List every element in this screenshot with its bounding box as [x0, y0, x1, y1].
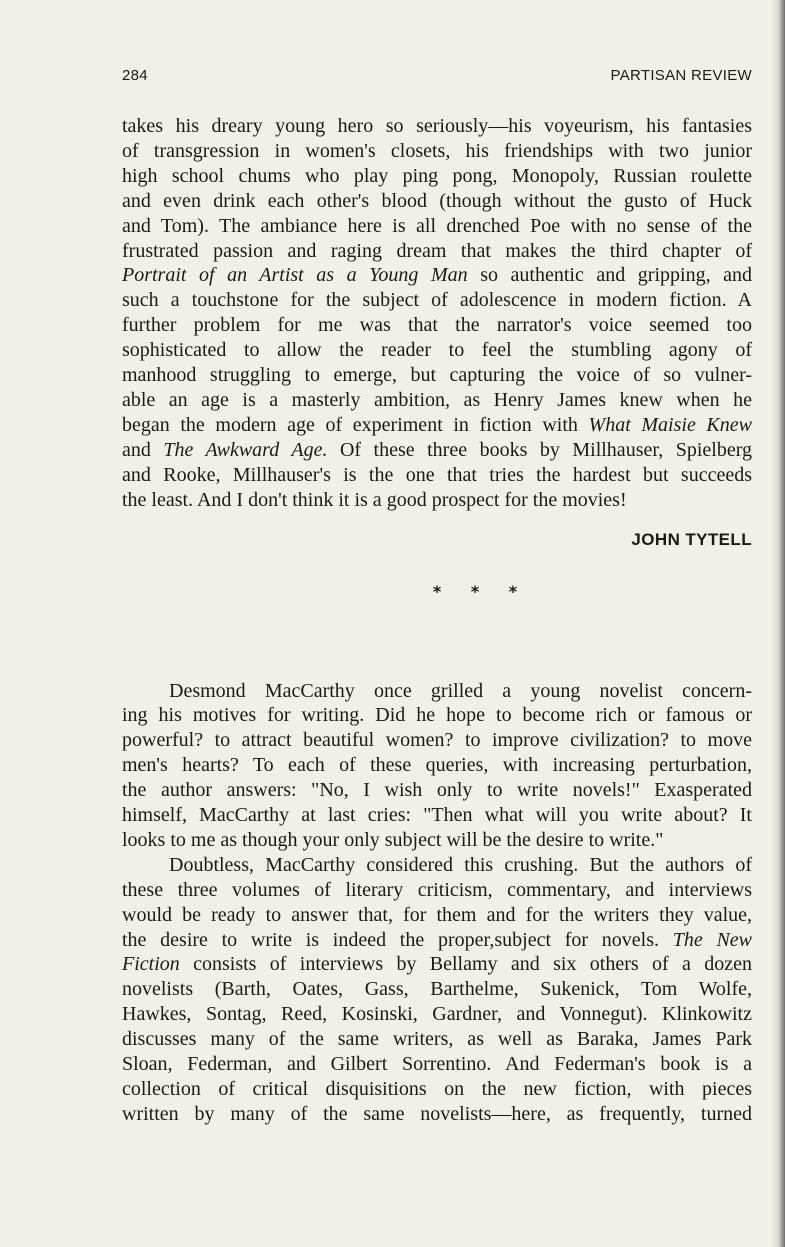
text-line: men's hearts? To each of these queries, with increasing perturbation,	[122, 754, 752, 777]
page-number: 284	[122, 67, 148, 84]
book-title-awkward-age: The Awkward Age.	[163, 438, 328, 461]
text-line: novelists (Barth, Oates, Gass, Barthelme, Sukenick, Tom Wolfe,	[122, 978, 752, 1001]
text-line	[122, 928, 752, 953]
journal-title: PARTISAN REVIEW	[610, 67, 752, 84]
line-text: so authentic and gripping, and	[467, 264, 752, 287]
running-head	[122, 66, 752, 86]
line-text: consists of interviews by Bellamy and six others of a dozen	[179, 953, 752, 976]
book-title-new-fiction: The New	[672, 928, 752, 951]
text-line: collection of critical disquisitions on the new fiction, with pieces	[122, 1078, 752, 1100]
text-line: himself, MacCarthy at last cries: "Then what will you write about? It	[122, 804, 752, 827]
line-text: and	[122, 438, 164, 461]
text-line	[122, 952, 752, 977]
text-line: further problem for me was that the narrator's voice seemed too	[122, 314, 752, 337]
text-line: and Tom). The ambiance here is all drenched Poe with no sense of the	[122, 214, 752, 237]
page-edge-shadow	[771, 0, 785, 1247]
text-line: looks to me as though your only subject will be the desire to write."	[122, 828, 664, 851]
review-2-text	[122, 679, 752, 1127]
text-line: Doubtless, MacCarthy considered this crushing. But the authors of	[169, 853, 752, 876]
text-line: would be ready to answer that, for them and for the writers they value,	[122, 903, 752, 926]
reviewer-signature: JOHN TYTELL	[631, 529, 752, 549]
text-line: Sloan, Federman, and Gilbert Sorrentino. And Federman's book is a	[122, 1053, 752, 1076]
text-line: of transgression in women's closets, his friendships with two junior	[122, 139, 752, 162]
review-1-text	[122, 114, 752, 513]
text-line: such a touchstone for the subject of adolescence in modern fiction. A	[122, 289, 752, 312]
text-line	[122, 263, 752, 288]
text-line: high school chums who play ping pong, Monopoly, Russian roulette	[122, 164, 752, 187]
text-line: manhood struggling to emerge, but capturing the voice of so vulner-	[122, 364, 752, 387]
text-line: discusses many of the same writers, as well as Baraka, James Park	[122, 1028, 752, 1051]
text-line: Hawkes, Sontag, Reed, Kosinski, Gardner, and Vonnegut). Klinkowitz	[122, 1003, 752, 1026]
text-line	[122, 438, 752, 463]
text-line: ing his motives for writing. Did he hope to become rich or famous or	[122, 704, 752, 727]
text-line: sophisticated to allow the reader to feel the stumbling agony of	[122, 339, 752, 362]
book-title-maisie: What Maisie Knew	[588, 413, 752, 436]
text-line	[122, 413, 752, 438]
section-separator: * * *	[432, 581, 518, 601]
text-line: and even drink each other's blood (though without the gusto of Huck	[122, 189, 752, 212]
line-text: Of these three books by Millhauser, Spielberg	[327, 438, 752, 461]
document-page	[122, 66, 752, 1127]
text-line: the author answers: "No, I wish only to write novels!" Exasperated	[122, 779, 752, 802]
book-title-fiction: Fiction	[122, 953, 180, 976]
text-line: the least. And I don't think it is a good prospect for the movies!	[122, 488, 627, 511]
text-line: Desmond MacCarthy once grilled a young novelist concern-	[169, 679, 752, 702]
text-line: powerful? to attract beautiful women? to improve civilization? to move	[122, 729, 752, 752]
text-line: takes his dreary young hero so seriously—his voyeurism, his fantasies	[122, 115, 752, 137]
line-text: began the modern age of experiment in fiction with	[122, 413, 589, 436]
book-title-portrait: Portrait of an Artist as a Young Man	[122, 264, 468, 287]
line-text: the desire to write is indeed the proper,subject for novels.	[122, 928, 673, 951]
text-line: written by many of the same novelists—here, as frequently, turned	[122, 1102, 752, 1125]
text-line: able an age is a masterly ambition, as Henry James knew when he	[122, 388, 752, 411]
text-line: these three volumes of literary criticism, commentary, and interviews	[122, 878, 752, 901]
text-line: frustrated passion and raging dream that makes the third chapter of	[122, 239, 752, 262]
text-line: and Rooke, Millhauser's is the one that tries the hardest but succeeds	[122, 463, 752, 486]
